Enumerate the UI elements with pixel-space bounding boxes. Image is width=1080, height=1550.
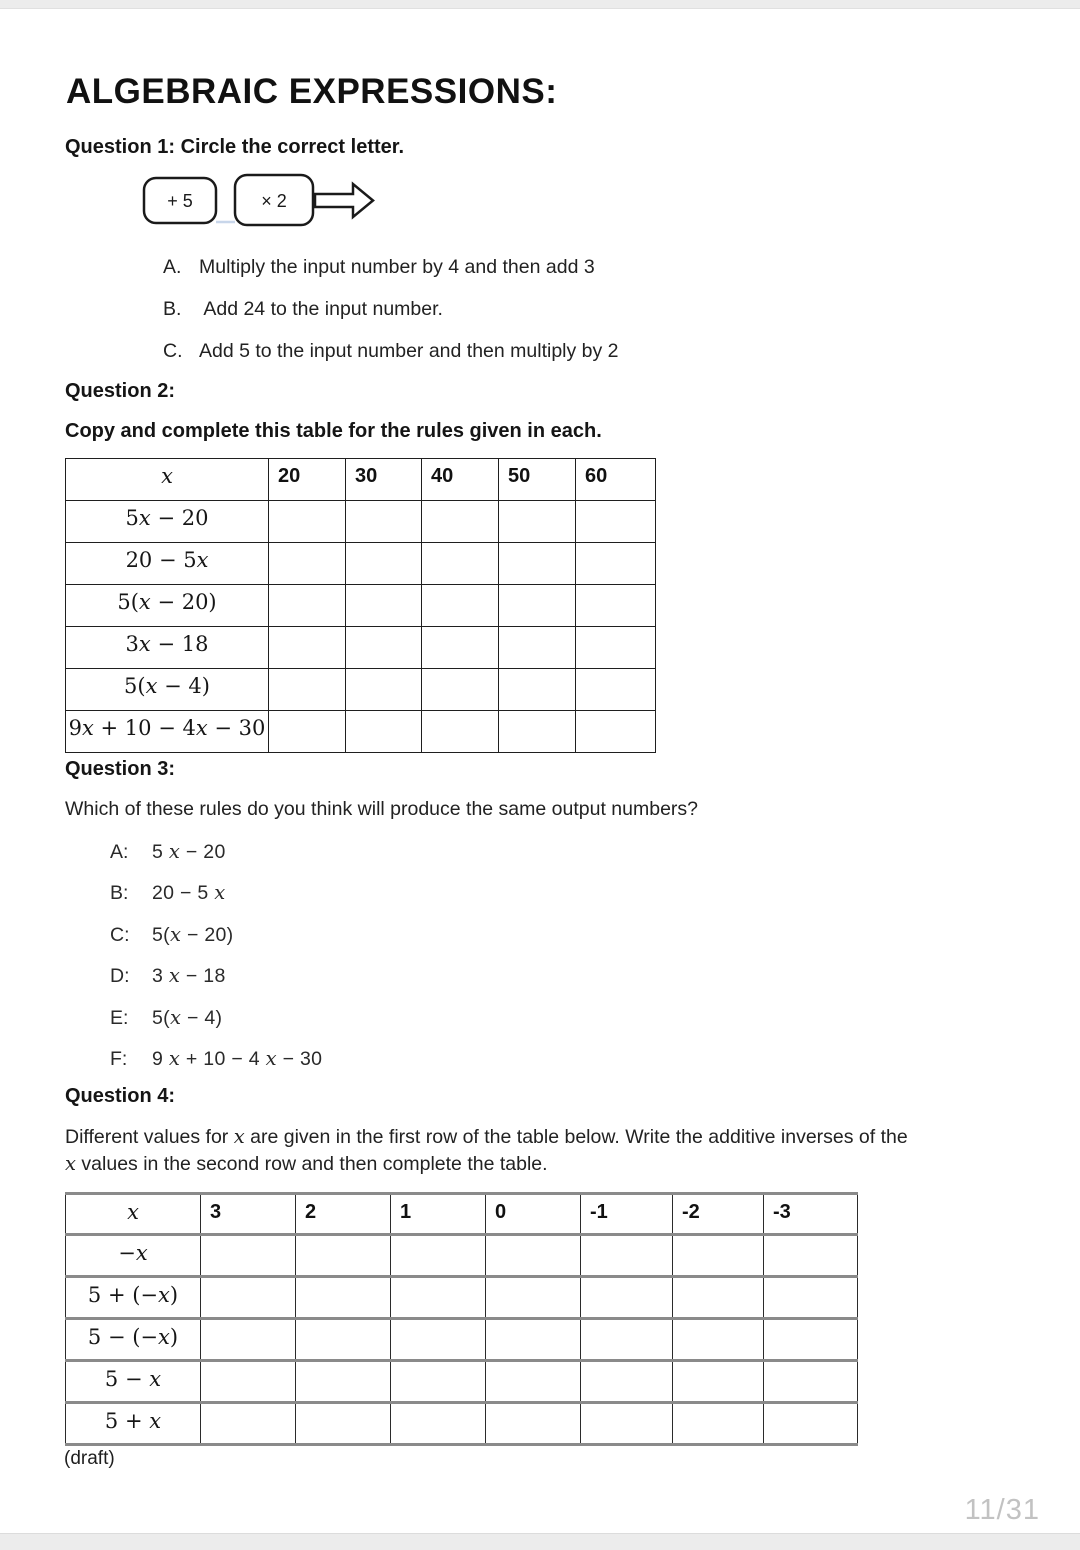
option-text: Multiply the input number by 4 and then add 3 — [199, 256, 595, 278]
option-letter: B. — [163, 298, 182, 320]
question1-heading: Question 1: Circle the correct letter. — [65, 136, 404, 158]
option-text: Add 5 to the input number and then multiply by 2 — [199, 340, 619, 362]
column-header: -1 — [581, 1194, 673, 1235]
table-row — [66, 501, 656, 543]
q4-inverses-table — [65, 1192, 858, 1446]
option-expression: 9 x + 10 − 4 x − 30 — [152, 1047, 323, 1070]
question4-instruction-line1: Different values for x are given in the first row of the table below. Write the additive inverses of the — [65, 1125, 908, 1148]
table-row — [66, 1277, 858, 1319]
empty-answer-cell — [764, 1277, 858, 1319]
column-header: 3 — [201, 1194, 296, 1235]
page-number: 11/31 — [964, 1494, 1040, 1526]
question4-heading: Question 4: — [65, 1085, 176, 1107]
empty-answer-cell — [764, 1361, 858, 1403]
empty-answer-cell — [296, 1277, 391, 1319]
table-row — [66, 1235, 858, 1277]
table-row — [66, 627, 656, 669]
column-header: x — [66, 1194, 201, 1235]
add5-box-label: + 5 — [167, 191, 193, 211]
empty-answer-cell — [486, 1235, 581, 1277]
empty-answer-cell — [673, 1361, 764, 1403]
empty-answer-cell — [391, 1319, 486, 1361]
empty-answer-cell — [201, 1235, 296, 1277]
table-row — [66, 669, 656, 711]
empty-answer-cell — [422, 627, 499, 669]
empty-answer-cell — [422, 669, 499, 711]
empty-answer-cell — [764, 1403, 858, 1445]
empty-answer-cell — [269, 669, 346, 711]
empty-answer-cell — [296, 1235, 391, 1277]
column-header: -2 — [673, 1194, 764, 1235]
table-row — [66, 1319, 858, 1361]
empty-answer-cell — [499, 711, 576, 753]
row-label: 5 − x — [66, 1361, 201, 1403]
empty-answer-cell — [581, 1277, 673, 1319]
empty-answer-cell — [422, 585, 499, 627]
empty-answer-cell — [346, 627, 422, 669]
empty-answer-cell — [499, 669, 576, 711]
empty-answer-cell — [499, 585, 576, 627]
table-row — [66, 1403, 858, 1445]
empty-answer-cell — [422, 711, 499, 753]
empty-answer-cell — [269, 585, 346, 627]
row-label: −x — [66, 1235, 201, 1277]
empty-answer-cell — [673, 1277, 764, 1319]
empty-answer-cell — [486, 1403, 581, 1445]
option-letter: A. — [163, 256, 182, 278]
option-expression: 20 − 5 x — [152, 881, 226, 904]
empty-answer-cell — [269, 543, 346, 585]
column-header: -3 — [764, 1194, 858, 1235]
draft-note: (draft) — [64, 1448, 115, 1469]
row-label: 5(x − 20) — [66, 585, 269, 627]
empty-answer-cell — [391, 1403, 486, 1445]
option-letter: C. — [163, 340, 183, 362]
empty-answer-cell — [576, 711, 656, 753]
empty-answer-cell — [673, 1403, 764, 1445]
q2-rules-table — [65, 458, 656, 753]
question3-prompt: Which of these rules do you think will produce the same output numbers? — [65, 798, 699, 820]
page-title: ALGEBRAIC EXPRESSIONS: — [66, 72, 558, 111]
empty-answer-cell — [269, 501, 346, 543]
row-label: 5 + x — [66, 1403, 201, 1445]
empty-answer-cell — [673, 1319, 764, 1361]
table-row — [66, 585, 656, 627]
q3-option-c — [110, 923, 233, 947]
column-header: 0 — [486, 1194, 581, 1235]
empty-answer-cell — [576, 669, 656, 711]
empty-answer-cell — [673, 1235, 764, 1277]
column-header: 60 — [576, 459, 656, 501]
column-header: 20 — [269, 459, 346, 501]
q3-option-f — [110, 1047, 322, 1071]
empty-answer-cell — [201, 1277, 296, 1319]
column-header: 50 — [499, 459, 576, 501]
column-header: x — [66, 459, 269, 501]
row-label: 5(x − 4) — [66, 669, 269, 711]
q3-option-b — [110, 881, 226, 905]
option-expression: 5(x − 4) — [152, 1006, 223, 1029]
empty-answer-cell — [486, 1319, 581, 1361]
empty-answer-cell — [296, 1403, 391, 1445]
empty-answer-cell — [486, 1361, 581, 1403]
table-row — [66, 543, 656, 585]
empty-answer-cell — [499, 543, 576, 585]
row-label: 9x + 10 − 4x − 30 — [66, 711, 269, 753]
empty-answer-cell — [201, 1403, 296, 1445]
empty-answer-cell — [391, 1235, 486, 1277]
option-letter: F: — [110, 1048, 128, 1070]
empty-answer-cell — [422, 501, 499, 543]
option-letter: E: — [110, 1007, 129, 1029]
empty-answer-cell — [576, 585, 656, 627]
function-machine-diagram — [138, 166, 390, 236]
empty-answer-cell — [581, 1403, 673, 1445]
question4-instruction-line2: x values in the second row and then complete the table. — [65, 1152, 548, 1175]
empty-answer-cell — [296, 1319, 391, 1361]
empty-answer-cell — [581, 1319, 673, 1361]
empty-answer-cell — [576, 501, 656, 543]
row-label: 5x − 20 — [66, 501, 269, 543]
empty-answer-cell — [391, 1277, 486, 1319]
empty-answer-cell — [576, 543, 656, 585]
column-header: 30 — [346, 459, 422, 501]
empty-answer-cell — [201, 1319, 296, 1361]
empty-answer-cell — [346, 501, 422, 543]
q1-option-a — [163, 256, 595, 280]
row-label: 20 − 5x — [66, 543, 269, 585]
empty-answer-cell — [422, 543, 499, 585]
empty-answer-cell — [346, 669, 422, 711]
empty-answer-cell — [576, 627, 656, 669]
empty-answer-cell — [581, 1361, 673, 1403]
empty-answer-cell — [499, 627, 576, 669]
times2-box-label: × 2 — [261, 191, 287, 211]
empty-answer-cell — [346, 543, 422, 585]
empty-answer-cell — [499, 501, 576, 543]
empty-answer-cell — [391, 1361, 486, 1403]
right-block-arrow-icon — [315, 184, 373, 217]
row-label: 5 + (−x) — [66, 1277, 201, 1319]
option-expression: 5(x − 20) — [152, 923, 234, 946]
q3-option-a — [110, 840, 226, 864]
empty-answer-cell — [269, 711, 346, 753]
table-row — [66, 1361, 858, 1403]
option-text: Add 24 to the input number. — [199, 298, 443, 320]
empty-answer-cell — [764, 1235, 858, 1277]
column-header: 1 — [391, 1194, 486, 1235]
q1-option-b — [163, 298, 443, 322]
empty-answer-cell — [296, 1361, 391, 1403]
row-label: 5 − (−x) — [66, 1319, 201, 1361]
option-expression: 3 x − 18 — [152, 964, 226, 987]
bottom-divider-bar — [0, 1533, 1080, 1550]
empty-answer-cell — [346, 711, 422, 753]
option-letter: A: — [110, 841, 129, 863]
column-header: 2 — [296, 1194, 391, 1235]
column-header: 40 — [422, 459, 499, 501]
row-label: 3x − 18 — [66, 627, 269, 669]
q3-option-d — [110, 964, 226, 988]
empty-answer-cell — [269, 627, 346, 669]
table-row — [66, 711, 656, 753]
option-letter: C: — [110, 924, 130, 946]
q1-option-c — [163, 340, 619, 364]
q3-option-e — [110, 1006, 222, 1030]
option-letter: D: — [110, 965, 130, 987]
question2-heading: Question 2: — [65, 380, 176, 402]
top-divider-bar — [0, 0, 1080, 9]
question2-instruction: Copy and complete this table for the rules given in each. — [65, 420, 602, 442]
empty-answer-cell — [581, 1235, 673, 1277]
empty-answer-cell — [201, 1361, 296, 1403]
empty-answer-cell — [486, 1277, 581, 1319]
option-expression: 5 x − 20 — [152, 840, 226, 863]
option-letter: B: — [110, 882, 129, 904]
empty-answer-cell — [346, 585, 422, 627]
empty-answer-cell — [764, 1319, 858, 1361]
question3-heading: Question 3: — [65, 758, 176, 780]
